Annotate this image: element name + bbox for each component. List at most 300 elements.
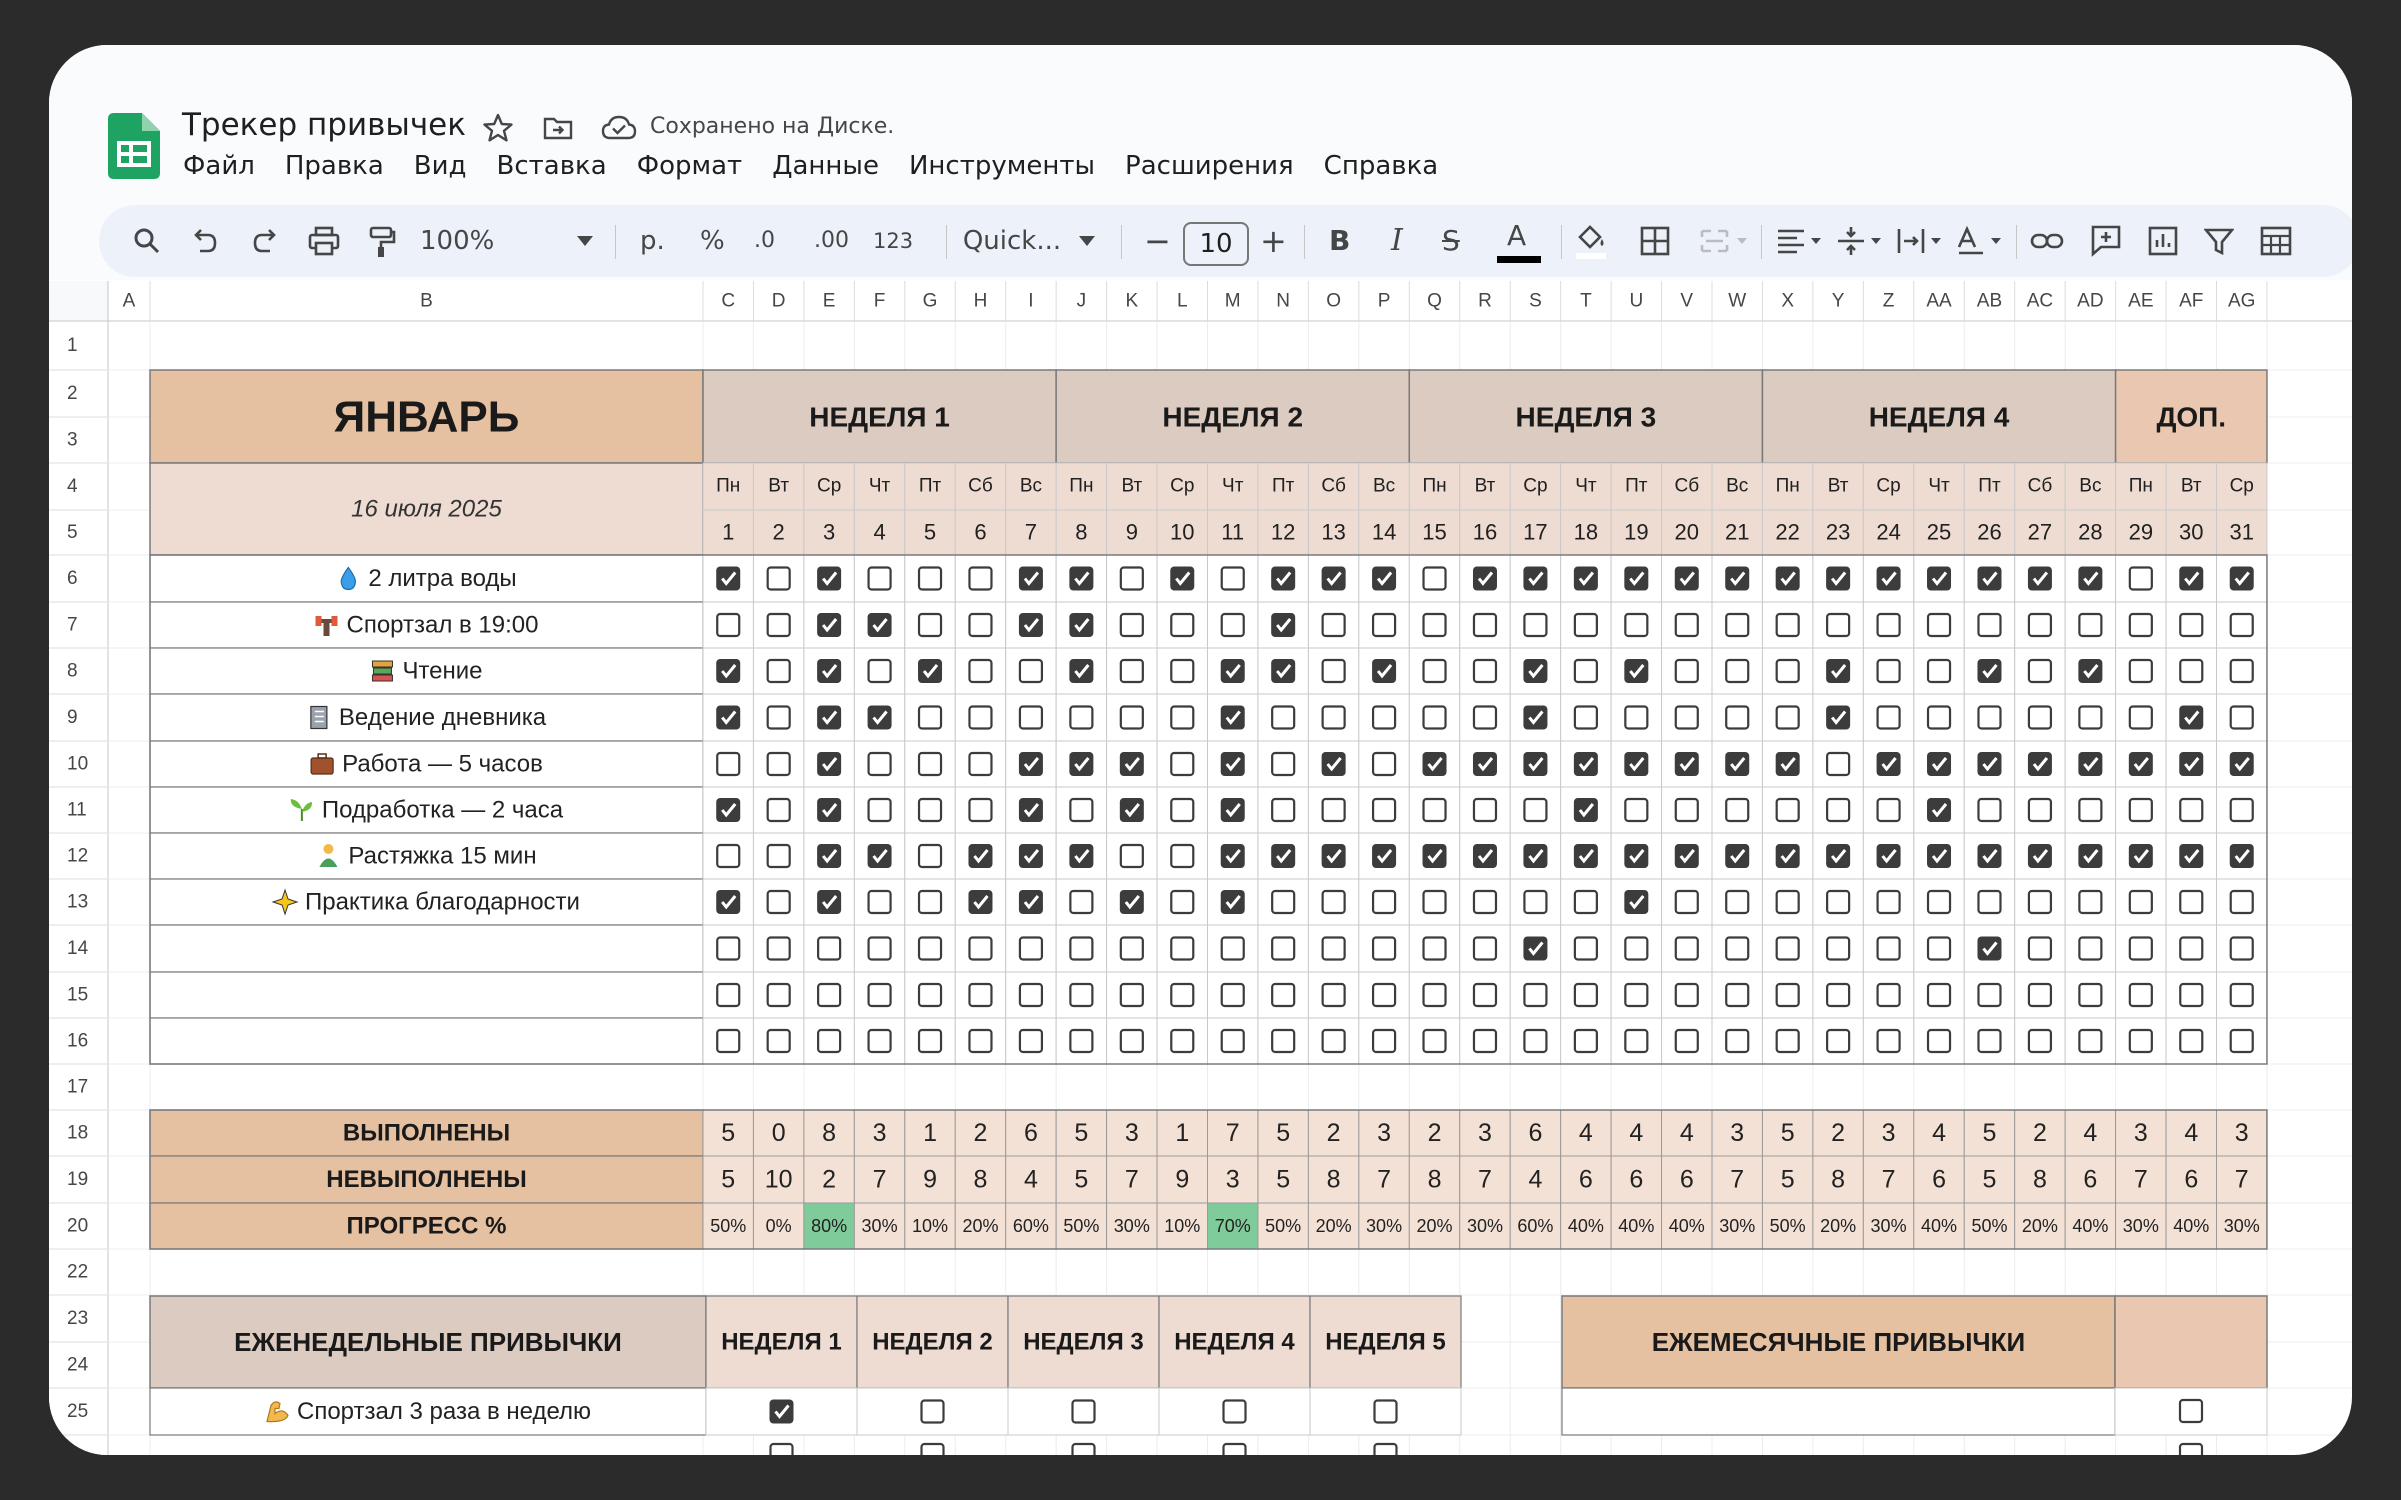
habit-checkbox[interactable] <box>818 753 840 775</box>
habit-day-cell <box>1409 648 1459 694</box>
column-header[interactable]: Q <box>1427 290 1442 312</box>
habit-checkbox[interactable] <box>2231 753 2253 775</box>
habit-day-cell <box>1308 1018 1358 1064</box>
habit-checkbox[interactable] <box>1978 845 2000 867</box>
column-header[interactable]: R <box>1478 290 1492 312</box>
increase-decimal-button[interactable]: .00 <box>814 228 849 253</box>
habit-day-cell <box>1308 925 1358 972</box>
column-header[interactable]: W <box>1728 290 1747 312</box>
habit-checkbox[interactable] <box>1070 614 1092 636</box>
habit-checkbox[interactable] <box>1575 753 1597 775</box>
habit-checkbox[interactable] <box>1575 568 1597 590</box>
habit-checkbox[interactable] <box>1020 799 1042 821</box>
habit-checkbox[interactable] <box>2180 845 2202 867</box>
habit-checkbox[interactable] <box>1827 845 1849 867</box>
monthly-checkbox[interactable] <box>2180 1444 2202 1455</box>
menu-item[interactable]: Вид <box>413 151 467 181</box>
day-number: 30 <box>2179 519 2204 545</box>
habit-checkbox[interactable] <box>2029 753 2051 775</box>
text-color-button[interactable]: A <box>1507 219 1527 252</box>
habit-day-cell <box>1964 879 2014 925</box>
summary-value: 2 <box>822 1165 837 1194</box>
summary-value: 40% <box>2173 1216 2210 1236</box>
habit-checkbox[interactable] <box>1222 753 1244 775</box>
habit-checkbox[interactable] <box>1827 568 1849 590</box>
day-name: Вт <box>1827 475 1849 497</box>
habit-checkbox[interactable] <box>1827 707 1849 729</box>
menu-item[interactable]: Расширения <box>1125 151 1294 181</box>
summary-value: 3 <box>1478 1119 1492 1147</box>
summary-value: 20% <box>1416 1216 1453 1236</box>
habit-checkbox[interactable] <box>1070 753 1092 775</box>
column-header[interactable]: AG <box>2227 290 2256 312</box>
currency-format-button[interactable]: р. <box>640 226 665 256</box>
habit-day-cell <box>854 1018 904 1064</box>
row-header[interactable]: 22 <box>67 1261 89 1283</box>
weekly-checkbox[interactable] <box>771 1401 793 1423</box>
summary-value: 1 <box>1175 1119 1190 1147</box>
summary-value: 30% <box>1870 1216 1907 1236</box>
menu-item[interactable]: Справка <box>1323 151 1439 181</box>
date-text: 16 июля 2025 <box>351 495 502 523</box>
habit-checkbox[interactable] <box>1272 614 1294 636</box>
summary-value: 7 <box>2133 1165 2148 1194</box>
weekly-checkbox[interactable] <box>1224 1444 1246 1455</box>
summary-value: 5 <box>1982 1165 1997 1194</box>
column-header[interactable]: AE <box>2128 290 2154 312</box>
row-header[interactable]: 1 <box>67 335 78 356</box>
habit-checkbox[interactable] <box>919 660 941 682</box>
habit-checkbox[interactable] <box>1625 660 1647 682</box>
habit-checkbox[interactable] <box>1524 707 1546 729</box>
habit-checkbox[interactable] <box>1272 568 1294 590</box>
day-number: 6 <box>974 519 987 545</box>
habit-checkbox[interactable] <box>1928 845 1950 867</box>
habit-checkbox[interactable] <box>1020 614 1042 636</box>
row-header-bar <box>49 321 108 1455</box>
row-header[interactable]: 15 <box>67 984 89 1006</box>
habit-day-cell <box>753 694 803 741</box>
habit-checkbox[interactable] <box>717 707 739 729</box>
habit-checkbox[interactable] <box>1524 568 1546 590</box>
habit-checkbox[interactable] <box>1524 938 1546 960</box>
habit-day-cell <box>854 555 904 602</box>
habit-checkbox[interactable] <box>1020 753 1042 775</box>
row-header[interactable]: 19 <box>67 1169 89 1190</box>
row-header[interactable]: 5 <box>67 522 78 543</box>
habit-checkbox[interactable] <box>2029 845 2051 867</box>
habit-checkbox[interactable] <box>1070 845 1092 867</box>
habit-checkbox[interactable] <box>1625 568 1647 590</box>
weekly-day-cell <box>1008 1388 1159 1435</box>
habit-checkbox[interactable] <box>1524 753 1546 775</box>
habit-checkbox[interactable] <box>1978 753 2000 775</box>
summary-value: 2 <box>2032 1119 2047 1147</box>
summary-value: 3 <box>1124 1119 1139 1147</box>
habit-checkbox[interactable] <box>1121 891 1143 913</box>
habit-checkbox[interactable] <box>1070 568 1092 590</box>
decrease-decimal-button[interactable]: .0 <box>754 228 775 253</box>
day-number: 23 <box>1825 519 1851 545</box>
menu-item[interactable]: Правка <box>284 151 384 181</box>
habit-checkbox[interactable] <box>1373 845 1395 867</box>
habit-checkbox[interactable] <box>1676 845 1698 867</box>
habit-checkbox[interactable] <box>2079 753 2101 775</box>
column-header[interactable]: P <box>1377 290 1391 312</box>
monthly-habit-cell[interactable] <box>1562 1388 2115 1435</box>
habit-checkbox[interactable] <box>2231 568 2253 590</box>
habit-checkbox[interactable] <box>2130 845 2152 867</box>
habit-checkbox[interactable] <box>2029 568 2051 590</box>
italic-button[interactable]: I <box>1391 223 1403 258</box>
habit-checkbox[interactable] <box>1121 753 1143 775</box>
row-header[interactable]: 2 <box>67 383 78 404</box>
habit-checkbox[interactable] <box>818 707 840 729</box>
habit-checkbox[interactable] <box>1676 568 1698 590</box>
habit-checkbox[interactable] <box>1373 660 1395 682</box>
document-title[interactable]: Трекер привычек <box>182 107 466 143</box>
column-header[interactable]: U <box>1629 290 1644 312</box>
habit-checkbox[interactable] <box>1978 938 2000 960</box>
summary-value: 7 <box>1730 1165 1745 1194</box>
habit-checkbox[interactable] <box>1424 753 1446 775</box>
strikethrough-icon[interactable]: S <box>1442 224 1460 257</box>
row-header[interactable]: 3 <box>67 429 78 451</box>
habit-day-cell <box>854 925 904 972</box>
habit-checkbox[interactable] <box>2180 707 2202 729</box>
habit-checkbox[interactable] <box>1222 707 1244 729</box>
font-select[interactable]: Quick... <box>962 226 1062 256</box>
habit-checkbox[interactable] <box>2130 753 2152 775</box>
habit-checkbox[interactable] <box>1878 845 1900 867</box>
habit-checkbox[interactable] <box>1020 891 1042 913</box>
column-header[interactable]: K <box>1125 290 1139 312</box>
habit-checkbox[interactable] <box>1323 753 1345 775</box>
habit-day-cell <box>1712 972 1762 1018</box>
habit-day-cell <box>1813 787 1863 833</box>
summary-value: 4 <box>1023 1165 1038 1194</box>
row-header[interactable]: 13 <box>67 891 89 913</box>
row-header[interactable]: 12 <box>67 845 89 867</box>
habit-checkbox[interactable] <box>1625 845 1647 867</box>
habit-checkbox[interactable] <box>1020 568 1042 590</box>
habit-checkbox[interactable] <box>1726 845 1748 867</box>
habit-day-cell <box>955 694 1005 741</box>
habit-day-cell <box>1359 694 1409 741</box>
summary-value: 3 <box>1730 1119 1745 1147</box>
row-header[interactable]: 24 <box>67 1354 89 1376</box>
habit-checkbox[interactable] <box>1373 568 1395 590</box>
habit-day-cell <box>2116 1018 2166 1064</box>
habit-day-cell <box>1208 602 1258 648</box>
row-header[interactable]: 7 <box>67 614 78 636</box>
habit-day-cell <box>1308 648 1358 694</box>
habit-checkbox[interactable] <box>869 707 891 729</box>
habit-day-cell <box>1409 925 1459 972</box>
summary-value: 6 <box>2083 1165 2098 1194</box>
habit-checkbox[interactable] <box>1524 660 1546 682</box>
row-header[interactable]: 11 <box>67 799 87 821</box>
habit-checkbox[interactable] <box>1222 891 1244 913</box>
column-header[interactable]: J <box>1076 290 1087 312</box>
habit-day-cell <box>1409 879 1459 925</box>
day-number: 15 <box>1422 519 1447 545</box>
habit-checkbox[interactable] <box>717 891 739 913</box>
habit-checkbox[interactable] <box>1070 660 1092 682</box>
habit-day-cell <box>1712 879 1762 925</box>
habit-checkbox[interactable] <box>1272 660 1294 682</box>
column-header[interactable]: AB <box>1976 290 2003 312</box>
column-header[interactable]: H <box>973 290 988 312</box>
row-header[interactable]: 25 <box>67 1401 89 1422</box>
habit-checkbox[interactable] <box>1726 753 1748 775</box>
column-header[interactable]: M <box>1224 290 1241 312</box>
habit-checkbox[interactable] <box>2231 845 2253 867</box>
column-header[interactable]: O <box>1326 290 1342 312</box>
habit-day-cell <box>1359 879 1409 925</box>
row-header[interactable]: 9 <box>67 707 78 728</box>
summary-value: 30% <box>1366 1216 1403 1236</box>
habit-checkbox[interactable] <box>969 845 991 867</box>
row-header[interactable]: 4 <box>67 476 78 497</box>
habit-checkbox[interactable] <box>1323 845 1345 867</box>
habit-checkbox[interactable] <box>1121 799 1143 821</box>
habit-day-cell <box>1157 787 1207 833</box>
habit-day-cell <box>1813 741 1863 787</box>
column-header[interactable]: F <box>873 290 886 312</box>
column-header[interactable]: T <box>1580 290 1592 312</box>
habit-checkbox[interactable] <box>2079 568 2101 590</box>
habit-checkbox[interactable] <box>818 891 840 913</box>
column-header[interactable]: D <box>771 290 786 312</box>
column-header[interactable]: A <box>122 290 136 312</box>
weekly-habit-label: Спортзал 3 раза в неделю <box>296 1398 592 1425</box>
percent-format-button[interactable]: % <box>700 226 725 256</box>
weekly-checkbox[interactable] <box>922 1444 944 1455</box>
summary-label: НЕВЫПОЛНЕНЫ <box>326 1166 527 1193</box>
habit-checkbox[interactable] <box>1878 753 1900 775</box>
habit-day-cell <box>1914 648 1964 694</box>
column-header[interactable]: N <box>1276 290 1291 312</box>
habit-day-cell <box>1813 879 1863 925</box>
habit-checkbox[interactable] <box>1676 753 1698 775</box>
habit-checkbox[interactable] <box>1272 845 1294 867</box>
habit-day-cell <box>1107 833 1157 879</box>
habit-checkbox[interactable] <box>1928 568 1950 590</box>
habit-day-cell <box>2065 1018 2115 1064</box>
summary-value: 3 <box>1881 1119 1896 1147</box>
row-header[interactable]: 10 <box>67 753 89 775</box>
habit-day-cell <box>1208 925 1258 972</box>
column-header[interactable]: C <box>721 290 736 312</box>
habit-day-cell <box>1006 648 1056 694</box>
number-format-button[interactable]: 123 <box>873 229 914 253</box>
habit-day-cell <box>905 602 955 648</box>
habit-day-cell <box>2116 602 2166 648</box>
habit-checkbox[interactable] <box>1777 753 1799 775</box>
habit-day-cell <box>753 972 803 1018</box>
habit-day-cell <box>1662 972 1712 1018</box>
habit-day-cell <box>1863 694 1913 741</box>
habit-day-cell <box>1914 972 1964 1018</box>
habit-checkbox[interactable] <box>1928 753 1950 775</box>
menu-item[interactable]: Инструменты <box>908 151 1096 181</box>
row-header[interactable]: 17 <box>67 1076 89 1098</box>
summary-value: 20% <box>1315 1216 1352 1236</box>
font-size-input[interactable]: 10 <box>1183 222 1249 266</box>
habit-day-cell <box>1157 1018 1207 1064</box>
row-header[interactable]: 6 <box>67 568 78 589</box>
habit-checkbox[interactable] <box>1625 891 1647 913</box>
summary-value: 4 <box>1578 1119 1593 1147</box>
spreadsheet-grid[interactable] <box>49 45 2352 1455</box>
select-all-corner[interactable] <box>49 281 108 321</box>
habit-checkbox[interactable] <box>869 845 891 867</box>
weekly-checkbox[interactable] <box>771 1444 793 1455</box>
summary-value: 30% <box>2122 1216 2159 1236</box>
habit-checkbox[interactable] <box>818 799 840 821</box>
habit-checkbox[interactable] <box>1424 845 1446 867</box>
habit-day-cell <box>1157 833 1207 879</box>
habit-checkbox[interactable] <box>1474 845 1496 867</box>
habit-day-cell <box>1258 741 1308 787</box>
habit-checkbox[interactable] <box>1928 799 1950 821</box>
column-header[interactable]: G <box>922 290 938 312</box>
habit-day-cell <box>1662 648 1712 694</box>
habit-day-cell <box>2065 972 2115 1018</box>
habit-checkbox[interactable] <box>1978 660 2000 682</box>
habit-checkbox[interactable] <box>1575 845 1597 867</box>
day-name: Чт <box>1928 475 1950 497</box>
habit-day-cell <box>1409 602 1459 648</box>
habit-checkbox[interactable] <box>1524 845 1546 867</box>
habit-label-cell[interactable] <box>150 972 703 1018</box>
habit-label-cell[interactable] <box>150 925 703 972</box>
habit-checkbox[interactable] <box>1575 799 1597 821</box>
habit-checkbox[interactable] <box>969 891 991 913</box>
habit-day-cell <box>955 648 1005 694</box>
habit-checkbox[interactable] <box>1978 568 2000 590</box>
habit-label: Практика благодарности <box>305 888 580 916</box>
column-header[interactable]: AF <box>2179 290 2204 312</box>
row-header[interactable]: 14 <box>67 938 89 959</box>
decrease-font-size-icon[interactable]: − <box>1144 222 1171 260</box>
column-header[interactable]: I <box>1028 290 1034 312</box>
summary-value: 40% <box>1668 1216 1705 1236</box>
row-header[interactable]: 18 <box>67 1122 89 1144</box>
column-header[interactable]: E <box>822 290 836 312</box>
summary-value: 6 <box>2184 1165 2199 1194</box>
habit-day-cell <box>1662 879 1712 925</box>
increase-font-size-icon[interactable]: + <box>1260 222 1287 260</box>
habit-checkbox[interactable] <box>1474 568 1496 590</box>
habit-checkbox[interactable] <box>1020 845 1042 867</box>
habit-checkbox[interactable] <box>818 568 840 590</box>
habit-checkbox[interactable] <box>1878 568 1900 590</box>
column-header[interactable]: AA <box>1926 290 1952 312</box>
summary-value: 8 <box>1326 1165 1341 1194</box>
menu-item[interactable]: Данные <box>772 151 879 181</box>
habit-checkbox[interactable] <box>818 614 840 636</box>
weekly-checkbox[interactable] <box>1073 1444 1095 1455</box>
habit-checkbox[interactable] <box>717 660 739 682</box>
column-header[interactable]: X <box>1781 290 1795 312</box>
column-header[interactable]: L <box>1176 290 1188 312</box>
bold-button[interactable]: B <box>1329 224 1351 257</box>
habit-checkbox[interactable] <box>1827 660 1849 682</box>
habit-label-cell[interactable] <box>150 1018 703 1064</box>
summary-label: ВЫПОЛНЕНЫ <box>342 1119 511 1147</box>
summary-value: 20% <box>962 1216 999 1236</box>
zoom-select[interactable]: 100% <box>420 226 495 256</box>
day-number: 31 <box>2229 519 2254 545</box>
habit-checkbox[interactable] <box>717 799 739 821</box>
column-header[interactable]: AC <box>2026 290 2054 312</box>
habit-checkbox[interactable] <box>1222 660 1244 682</box>
row-header[interactable]: 16 <box>67 1030 89 1052</box>
weekly-checkbox[interactable] <box>1375 1444 1397 1455</box>
habit-checkbox[interactable] <box>2180 568 2202 590</box>
habit-day-cell <box>753 602 803 648</box>
habit-day-cell <box>1964 694 2014 741</box>
habit-day-cell <box>753 787 803 833</box>
habit-checkbox[interactable] <box>2079 660 2101 682</box>
habit-checkbox[interactable] <box>1625 753 1647 775</box>
habit-day-cell <box>1460 694 1510 741</box>
row-header[interactable]: 23 <box>67 1308 89 1329</box>
habit-day-cell <box>1409 1018 1459 1064</box>
habit-checkbox[interactable] <box>2180 753 2202 775</box>
column-header[interactable]: Z <box>1882 290 1895 312</box>
habit-checkbox[interactable] <box>1323 568 1345 590</box>
habit-checkbox[interactable] <box>818 845 840 867</box>
habit-checkbox[interactable] <box>717 568 739 590</box>
habit-checkbox[interactable] <box>818 660 840 682</box>
habit-day-cell <box>1157 602 1207 648</box>
habit-checkbox[interactable] <box>1222 845 1244 867</box>
habit-checkbox[interactable] <box>2079 845 2101 867</box>
habit-label: 2 литра воды <box>368 565 517 592</box>
habit-checkbox[interactable] <box>1726 568 1748 590</box>
menu-item[interactable]: Файл <box>183 151 255 181</box>
habit-day-cell <box>1460 602 1510 648</box>
day-name: Пн <box>716 475 741 497</box>
menu-item[interactable]: Вставка <box>496 151 607 181</box>
summary-value: 60% <box>1517 1216 1554 1236</box>
habit-day-cell <box>1561 879 1611 925</box>
habit-checkbox[interactable] <box>1777 568 1799 590</box>
row-header[interactable]: 8 <box>67 660 78 682</box>
habit-checkbox[interactable] <box>1474 753 1496 775</box>
habit-checkbox[interactable] <box>1171 568 1193 590</box>
summary-value: 50% <box>1971 1216 2008 1236</box>
habit-checkbox[interactable] <box>1222 799 1244 821</box>
row-header[interactable]: 20 <box>67 1215 89 1237</box>
habit-checkbox[interactable] <box>869 614 891 636</box>
habit-day-cell <box>1208 972 1258 1018</box>
menu-item[interactable]: Формат <box>636 151 743 181</box>
week-header: НЕДЕЛЯ 4 <box>1868 401 2010 433</box>
habit-checkbox[interactable] <box>1777 845 1799 867</box>
habit-day-cell <box>753 741 803 787</box>
habit-day-cell <box>703 833 753 879</box>
habit-day-cell <box>2065 694 2115 741</box>
column-header[interactable]: Y <box>1831 290 1845 312</box>
column-header[interactable]: S <box>1529 290 1542 312</box>
column-header[interactable]: V <box>1680 290 1694 312</box>
column-header[interactable]: AD <box>2077 290 2104 312</box>
column-header[interactable]: B <box>420 290 433 312</box>
